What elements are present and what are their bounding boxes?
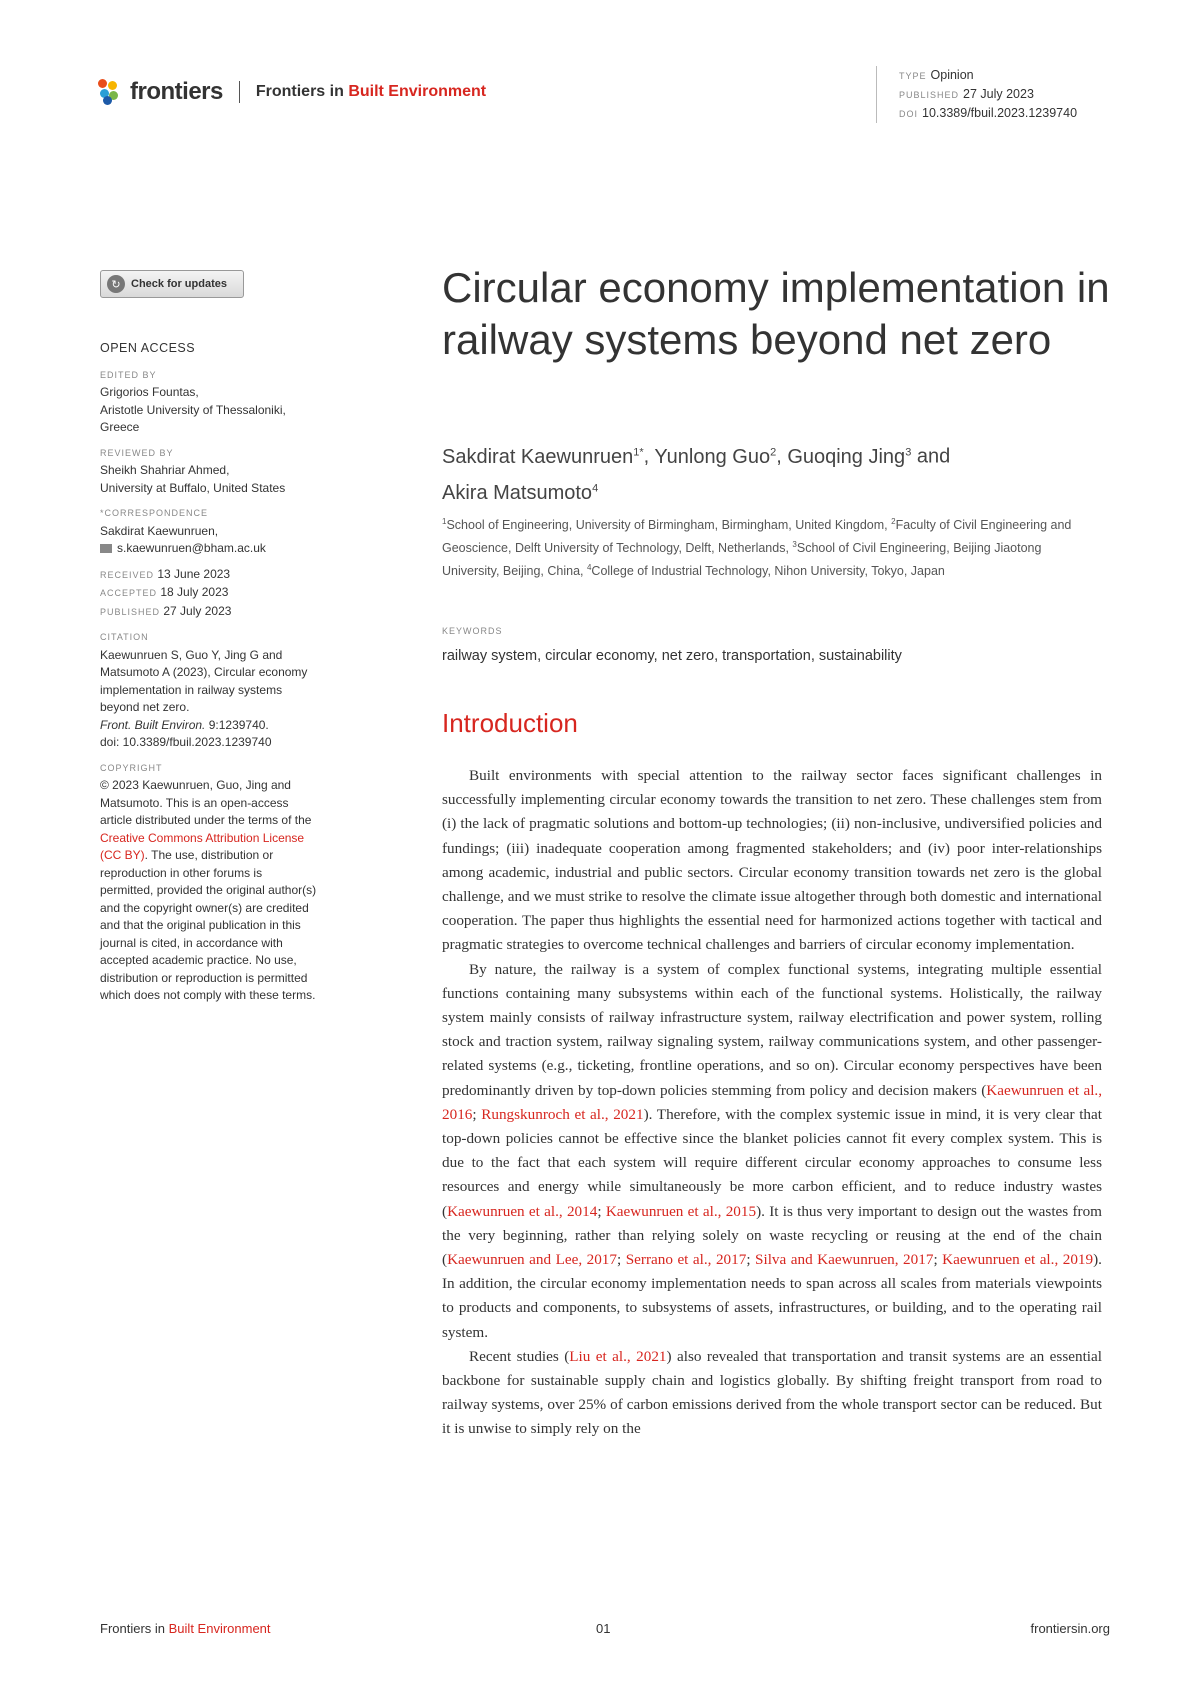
reference-link[interactable]: Kaewunruen et al., 2014 bbox=[447, 1202, 598, 1220]
reviewer-info: Sheikh Shahriar Ahmed, University at Buffalo, United States bbox=[100, 463, 286, 495]
reference-link[interactable]: Kaewunruen et al., 2016 bbox=[442, 1081, 1103, 1123]
article-body bbox=[442, 764, 1102, 1442]
keywords-label: KEYWORDS bbox=[442, 626, 503, 636]
frontiers-logo-icon bbox=[98, 79, 120, 105]
article-type: Opinion bbox=[930, 68, 974, 82]
doi-link[interactable]: 10.3389/fbuil.2023.1239740 bbox=[922, 106, 1078, 120]
open-access-label: OPEN ACCESS bbox=[100, 341, 196, 355]
paragraph: Built environments with special attention to the railway sector faces significant challenges in successfully implementing circular economy towards the transition to net zero. These challenges stem from (i) the lack of pragmatic solutions and bottom-up technologies; (ii) non-inclusive, undiversified policies and fundings; (iii) inadequate cooperation among fragmented stakeholders; and (iv) poor inter-relationships among academic, industrial and public sectors. Circular economy transition towards net zero is the global challenge, and we must strike to resolve the climate issue altogether through both domestic and international cooperation. The paper thus highlights the essential need for harmonized actions together with tactical and pragmatic strategies to overcome technical challenges and barriers of circular economy implementation. bbox=[442, 767, 1102, 954]
paragraph: Recent studies (Liu et al., 2021) also revealed that transportation and transit systems are an essential backbone for sustainable supply chain and logistics globally. By shifting freight transport from road to railway systems, over 25% of carbon emissions derived from the whole transport sector can be reduced. But it is unwise to simply rely on the bbox=[442, 1347, 1102, 1438]
header-divider bbox=[239, 81, 240, 103]
journal-title[interactable]: Frontiers in Built Environment bbox=[255, 83, 487, 100]
author[interactable]: Akira Matsumoto$^4$ bbox=[442, 482, 599, 505]
reference-link[interactable]: Silva and Kaewunruen, 2017 bbox=[755, 1251, 934, 1269]
envelope-icon bbox=[100, 544, 112, 553]
author[interactable]: Sakdirat Kaewunruen$^{1*}$ bbox=[442, 445, 644, 468]
keywords: railway system, circular economy, net zero, transportation, sustainability bbox=[442, 648, 902, 664]
refresh-icon: ↻ bbox=[107, 275, 125, 293]
reference-link[interactable]: Kaewunruen et al., 2019 bbox=[942, 1251, 1094, 1269]
sidebar-info: OPEN ACCESS EDITED BY Grigorios Fountas, Aristotle University of Thessaloniki, Greece REVIEWED BY Sheikh Shahriar Ahmed, University at Buffalo, United States *CORRESPONDENCE Sakdirat Kaewunruen, s.kaewunruen@bham.ac.uk RECEIVED 13 June 2023 ACCEPTED 18 July 2023 PUBLISHED 27 July 2023 CITATION Kaewunruen S, Guo Y, Jing G and Matsumoto A (2023), Circular economy implementation in railway systems beyond net zero. Front. Built Environ. 9:1239740. doi: 10.3389/fbuil.2023.1239740 COPYRIGHT © 2023 Kaewunruen, Guo, Jing and Matsumoto. This is an open-access article distributed under the terms of the Creative Commons Attribution License (CC BY). The use, distribution or reproduction in other forums is permitted, provided the original author(s) and the copyright owner(s) are credited and that the original publication in this journal is cited, in accordance with accepted academic practice. No use, distribution or reproduction is permitted which does not comply with these terms. bbox=[100, 340, 370, 1005]
citation-block: Kaewunruen S, Guo Y, Jing G and Matsumoto A (2023), Circular economy implementation in railway systems beyond net zero. Front. Built Environ. 9:1239740. doi: 10.3389/fbuil.2023.1239740 bbox=[100, 647, 308, 749]
article-meta: TYPE Opinion PUBLISHED 27 July 2023 DOI 10.3389/fbuil.2023.1239740 bbox=[876, 66, 1077, 123]
license-link[interactable]: Creative Commons Attribution License bbox=[100, 830, 305, 845]
reference-link[interactable]: Serrano et al., 2017 bbox=[625, 1251, 747, 1269]
paragraph: By nature, the railway is a system of complex functional systems, integrating multiple essential functions containing many subsystems within each of the functional systems. Holistically, the railway system mainly consists of railway infrastructure system, railway electrification and power system, rolling stock and traction system, railway signaling system, railway communications system, and other passenger-related systems (e.g., ticketing, frontline operations, and so on). Circular economy perspectives have been predominantly driven by top-down policies stemming from policy and decision makers (Kaewunruen et al., 2016; Rungskunroch et al., 2021). Therefore, with the complex systemic issue in mind, it is very clear that top-down policies cannot be effective since the blanket policies cannot fit every complex system. This is due to the fact that each system will require different circular economy approaches to consume less resources and energy while simultaneously be more carbon efficient, and to reduce industry wastes (Kaewunruen et al., 2014; Kaewunruen et al., 2015). It is thus very important to design out the wastes from the very beginning, rather than relying solely on waste recycling or reusing at the end of the chain (Kaewunruen and Lee, 2017; Serrano et al., 2017; Silva and Kaewunruen, 2017; Kaewunruen et al., 2019). In addition, the circular economy implementation needs to span across all scales from materials viewpoints to products and components, to subsystems of assets, infrastructures, or building, and to the operating rail system. bbox=[442, 960, 1103, 1341]
author[interactable]: Yunlong Guo$^2$ bbox=[654, 445, 777, 468]
license-link-short[interactable]: (CC BY) bbox=[100, 848, 145, 862]
reference-link[interactable]: Rungskunroch et al., 2021 bbox=[481, 1105, 644, 1123]
reference-link[interactable]: Kaewunruen et al., 2015 bbox=[605, 1202, 757, 1220]
editor-info: Grigorios Fountas, Aristotle University of Thessaloniki, Greece bbox=[100, 385, 286, 434]
brand-name[interactable]: frontiers bbox=[130, 78, 223, 105]
copyright-block: © 2023 Kaewunruen, Guo, Jing and Matsumoto. This is an open-access article distributed under the terms of the Creative Commons Attribution License (CC BY). The use, distribution or reproduction in other forums is permitted, provided the original author(s) and the copyright owner(s) are credited and that the original publication in this journal is cited, in accordance with accepted academic practice. No use, distribution or reproduction is permitted which does not comply with these terms. bbox=[100, 777, 370, 1005]
correspondence-email[interactable]: s.kaewunruen@bham.ac.uk bbox=[100, 540, 370, 558]
reference-link[interactable]: Liu et al., 2021 bbox=[569, 1347, 667, 1365]
article-title: Circular economy implementation in railway systems beyond net zero bbox=[442, 264, 1110, 363]
check-for-updates-button[interactable]: ↻ Check for updates bbox=[100, 270, 244, 298]
reference-link[interactable]: Kaewunruen and Lee, 2017 bbox=[447, 1251, 617, 1269]
footer-site-link[interactable]: frontiersin.org bbox=[1030, 1621, 1110, 1636]
published-date: 27 July 2023 bbox=[963, 87, 1034, 101]
page-number: 01 bbox=[596, 1621, 611, 1636]
author[interactable]: Guoqing Jing$^3$ bbox=[787, 445, 912, 468]
section-heading: Introduction bbox=[442, 708, 578, 738]
author-list: Sakdirat Kaewunruen$^{1*}$, Yunlong Guo$^2$, Guoqing Jing$^3$ and Akira Matsumoto$^4$ bbox=[442, 445, 951, 505]
journal-header bbox=[98, 78, 486, 106]
affiliations: $^1$School of Engineering, University of Birmingham, Birmingham, United Kingdom, $^2$Faculty of Civil Engineering and Geoscience, Delft University of Technology, Delft, Netherlands, $^3$School of Civil Engineering, Beijing Jiaotong University, Beijing, China, $^4$College of Industrial Technology, Nihon University, Tokyo, Japan bbox=[442, 517, 1072, 579]
article-dates: RECEIVED 13 June 2023 ACCEPTED 18 July 2023 PUBLISHED 27 July 2023 bbox=[100, 566, 232, 618]
footer-journal[interactable]: Frontiers in Built Environment bbox=[100, 1621, 271, 1636]
